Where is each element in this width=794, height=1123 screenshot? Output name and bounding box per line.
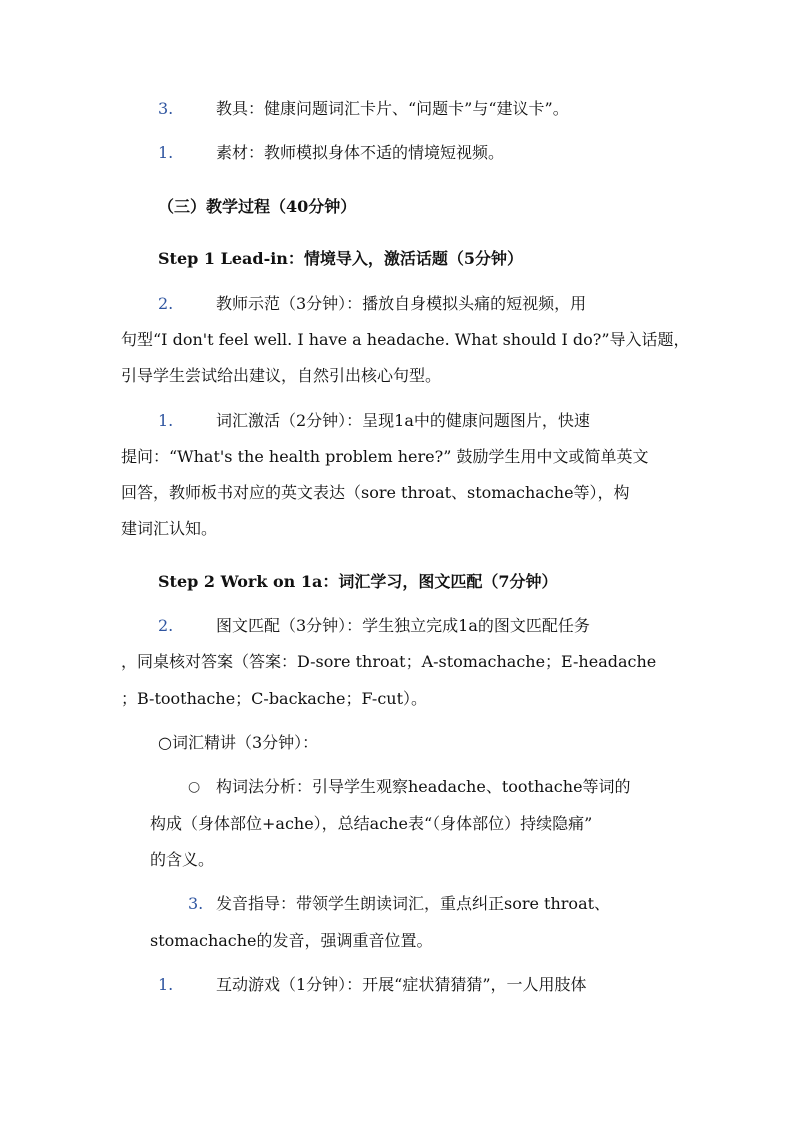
list-item-text: 素材：教师模拟身体不适的情境短视频。 [216,143,505,162]
paragraph-line: stomachache的发音，强调重音位置。 [150,931,433,950]
paragraph-line: 回答，教师板书对应的英文表达（sore throat、stomachache等），构 [121,483,630,502]
paragraph-line: ，同桌核对答案（答案：D-sore throat；A-stomachache；E-headache [121,652,657,671]
list-number: 2. [158,616,174,635]
paragraph-line: 句型“I don't feel well. I have a headache. What should I do?”导入话题， [121,330,690,349]
paragraph-line: 构词法分析：引导学生观察headache、toothache等词的 [216,777,631,796]
list-number: 3. [188,894,204,913]
list-number: 2. [158,294,174,313]
paragraph-line: 引导学生尝试给出建议，自然引出核心句型。 [121,366,442,385]
section-title: （三）教学过程（40分钟） [158,197,357,216]
paragraph-line: 的含义。 [150,850,215,869]
paragraph-line: 构成（身体部位+ache），总结ache表“（身体部位）持续隐痛” [150,814,593,833]
step2-title: Step 2 Work on 1a：词汇学习，图文匹配（7分钟） [158,572,558,591]
paragraph-line: 发音指导：带领学生朗读词汇，重点纠正sore throat、 [216,894,611,913]
list-number: 1. [158,411,174,430]
paragraph-line: 建词汇认知。 [121,519,218,538]
paragraph-line: 教师示范（3分钟）：播放自身模拟头痛的短视频，用 [216,294,587,313]
list-number: 1. [158,143,174,162]
paragraph-line: 提问：“What's the health problem here?” 鼓励学生用中文或简单英文 [121,447,649,466]
vocab-heading: ○词汇精讲（3分钟）： [158,733,319,752]
list-number: 1. [158,975,174,994]
step1-title: Step 1 Lead-in：情境导入，激活话题（5分钟） [158,249,524,268]
paragraph-line: 互动游戏（1分钟）：开展“症状猜猜猜”，一人用肢体 [216,975,587,994]
list-number: 3. [158,99,174,118]
paragraph-line: ；B-toothache；C-backache；F-cut）。 [121,689,428,708]
list-item-text: 教具：健康问题词汇卡片、“问题卡”与“建议卡”。 [216,99,569,118]
paragraph-line: 词汇激活（2分钟）：呈现1a中的健康问题图片，快速 [216,411,590,430]
bullet-icon: ○ [188,779,201,795]
paragraph-line: 图文匹配（3分钟）：学生独立完成1a的图文匹配任务 [216,616,590,635]
